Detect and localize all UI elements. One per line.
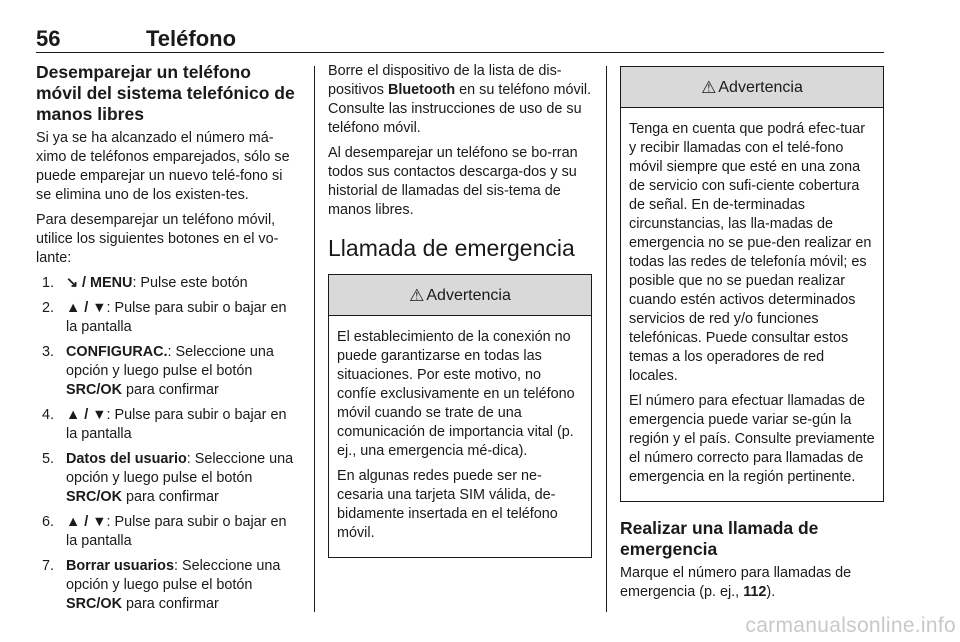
text-run: Borre el dispositivo de la lista de dis-positivos bbox=[328, 63, 562, 98]
paragraph: Tenga en cuenta que podrá efec-tuar y recibir llamadas con el telé-fono móvil siempre que esté en una zona de servicio con sufi-ciente cobertura de señal. En de-terminadas circunstancias, las lla-madas de emergencia no se pue-den realizar en todas las redes de telefonía móvil; es posible que no se puedan realizar cuando estén activos determinados servicios de red y/o funciones telefónicas. Puede consultar estos temas a los operadores de red locales. bbox=[629, 121, 872, 384]
step-text: : Seleccione una opción y luego pulse el botón bbox=[66, 558, 281, 593]
list-item bbox=[36, 557, 298, 614]
list-item bbox=[36, 513, 298, 551]
step-number: 4. bbox=[42, 407, 55, 423]
warning-title: Advertencia bbox=[426, 286, 511, 304]
list-item bbox=[36, 450, 298, 507]
step-key: ▲ / ▼ bbox=[66, 514, 107, 530]
column-1 bbox=[36, 62, 298, 620]
warning-header bbox=[329, 275, 591, 316]
column-divider bbox=[606, 66, 607, 612]
paragraph: Si ya se ha alcanzado el número má-ximo de teléfonos emparejados, sólo se puede emparejar un nuevo telé-fono si se elimina uno de los existen-tes. bbox=[36, 130, 290, 203]
step-key: ▲ / ▼ bbox=[66, 407, 107, 423]
step-key: ▲ / ▼ bbox=[66, 300, 107, 316]
chapter-title: Teléfono bbox=[146, 26, 237, 51]
step-number: 2. bbox=[42, 300, 55, 316]
section-title: Llamada de emergencia bbox=[328, 235, 575, 261]
step-text: : Pulse este botón bbox=[132, 275, 248, 291]
page-number: 56 bbox=[36, 26, 61, 51]
emergency-number: 112 bbox=[743, 584, 767, 600]
warning-title: Advertencia bbox=[718, 78, 803, 96]
paragraph: En algunas redes puede ser ne-cesaria una tarjeta SIM válida, de-bidamente insertada en el teléfono móvil. bbox=[337, 468, 558, 541]
step-text: : Pulse para subir o bajar en la pantalla bbox=[66, 407, 287, 442]
paragraph bbox=[328, 62, 592, 138]
step-text: : Seleccione una opción y luego pulse el botón bbox=[66, 451, 294, 486]
step-text: : Seleccione una opción y luego pulse el botón bbox=[66, 344, 274, 379]
warning-icon: ⚠ bbox=[701, 77, 717, 97]
text-run: en su teléfono móvil. Consulte las instrucciones de uso de su teléfono móvil. bbox=[328, 82, 592, 136]
bold-term: Bluetooth bbox=[388, 82, 456, 98]
page-header bbox=[36, 26, 884, 53]
step-text: : Pulse para subir o bajar en la pantalla bbox=[66, 300, 287, 335]
step-key: Borrar usuarios bbox=[66, 558, 174, 574]
step-number: 3. bbox=[42, 344, 55, 360]
step-key: SRC/OK bbox=[66, 382, 122, 398]
list-item bbox=[36, 406, 298, 444]
step-text: : Pulse para subir o bajar en la pantalla bbox=[66, 514, 287, 549]
steps-list bbox=[36, 274, 298, 614]
watermark: carmanualsonline.info bbox=[745, 614, 956, 637]
text-run: Marque el número para llamadas de emergencia (p. ej., bbox=[620, 565, 852, 600]
warning-box bbox=[328, 274, 592, 558]
step-key: Datos del usuario bbox=[66, 451, 187, 467]
step-key: CONFIGURAC. bbox=[66, 344, 168, 360]
step-number: 1. bbox=[42, 275, 55, 291]
step-text: para confirmar bbox=[121, 489, 219, 505]
warning-icon: ⚠ bbox=[409, 285, 425, 305]
section-heading: Realizar una llamada de emergencia bbox=[620, 518, 819, 559]
paragraph: Para desemparejar un teléfono móvil, utilice los siguientes botones en el vo-lante: bbox=[36, 212, 279, 266]
paragraph: El número para efectuar llamadas de emergencia puede variar se-gún la región y el país. Consulte previamente el número correcto para llamadas de emergencia en la región pertinente. bbox=[629, 393, 875, 485]
paragraph: Al desemparejar un teléfono se bo-rran todos sus contactos descarga-dos y su historial de llamadas del sis-tema de manos libres. bbox=[328, 145, 578, 218]
list-item bbox=[36, 274, 298, 293]
text-run: ). bbox=[766, 584, 776, 600]
paragraph bbox=[620, 564, 884, 602]
step-number: 5. bbox=[42, 451, 55, 467]
list-item bbox=[36, 343, 298, 400]
warning-body bbox=[329, 316, 591, 557]
step-key: ↘ / MENU bbox=[66, 275, 133, 291]
warning-box bbox=[620, 66, 884, 502]
warning-header bbox=[621, 67, 883, 108]
column-divider bbox=[314, 66, 315, 612]
list-item bbox=[36, 299, 298, 337]
paragraph: El establecimiento de la conexión no puede garantizarse en todas las situaciones. Por este motivo, no confíe exclusivamente en un teléfono móvil cuando se trate de una comunicación de importancia vital (p. ej., una emergencia mé-dica). bbox=[337, 329, 575, 459]
step-text: para confirmar bbox=[121, 382, 219, 398]
step-text: para confirmar bbox=[121, 596, 219, 612]
section-heading: Desemparejar un teléfono móvil del sistema telefónico de manos libres bbox=[36, 62, 295, 124]
step-number: 7. bbox=[42, 558, 55, 574]
warning-body bbox=[621, 108, 883, 501]
step-key: SRC/OK bbox=[66, 596, 122, 612]
step-key: SRC/OK bbox=[66, 489, 122, 505]
column-3 bbox=[620, 66, 884, 608]
step-number: 6. bbox=[42, 514, 55, 530]
column-2 bbox=[328, 62, 592, 558]
